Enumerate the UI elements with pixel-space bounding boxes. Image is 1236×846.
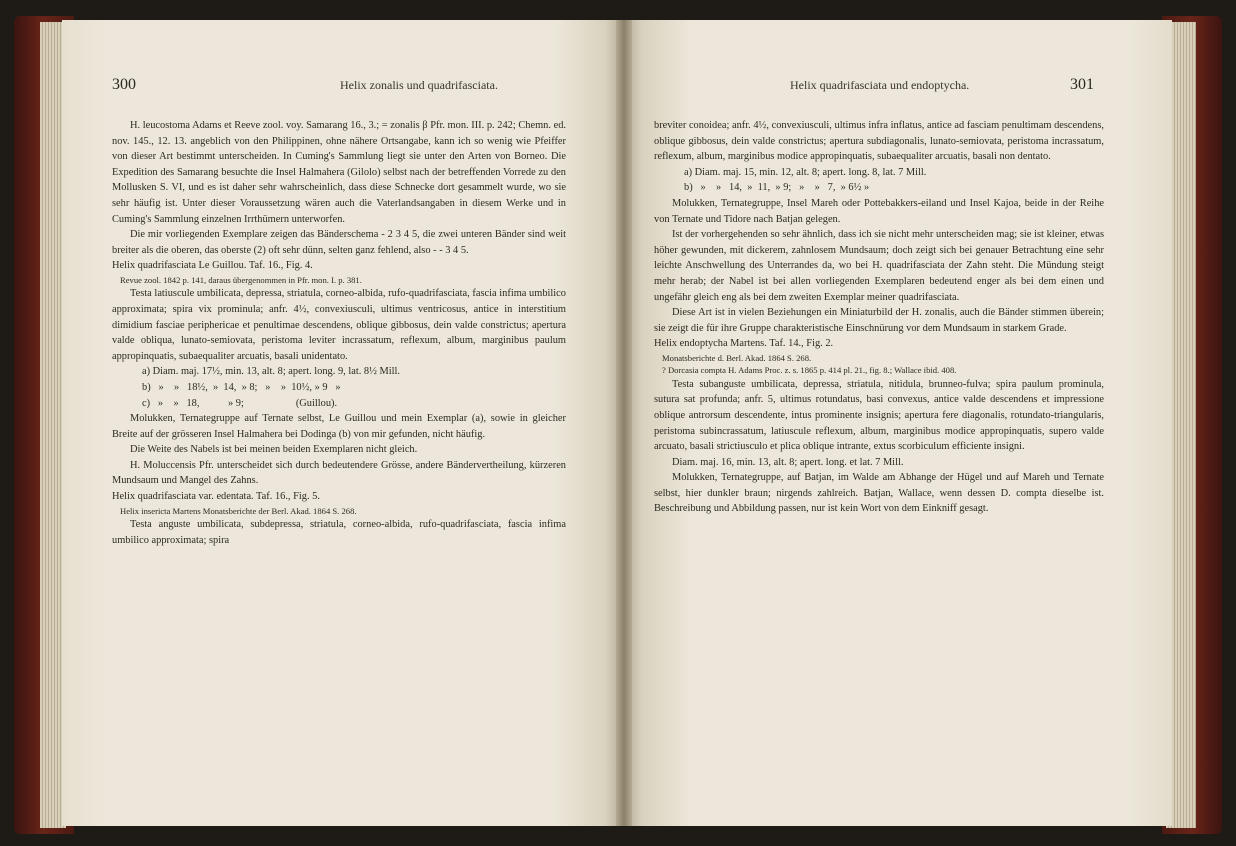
- measurement-line: a) Diam. maj. 15, min. 12, alt. 8; apert. long. 8, lat. 7 Mill.: [684, 166, 927, 178]
- paragraph: H. leucostoma Adams et Reeve zool. voy. Samarang 16., 3.; = zonalis β Pfr. mon. III. p. 242; Chemn. ed. nov. 145., 12. 13. angeblich von den Philippinen, ohne nähere Ortsangabe, kann ich so wenig wie Pfeiffer von dieser Art bestimmt unterscheiden. In Cuming's Sammlung liegt sie unter den Arten von Borneo. Die Expedition des Samarang besuchte die Insel Halmahera (Gilolo) selbst nach der betreffenden Vorrede zu den Mollusken S. VI, und es ist daher sehr wahrscheinlich, dass diese Schnecke dort gesammelt wurde, wo sie sehr häufig ist. Unter dieser Voraussetzung wären auch die Vaterlandsangaben in diesem Werke und in Cuming's Sammlung einzelnen Irrthümern unterworfen.: [112, 120, 566, 225]
- right-page-number: 301: [1070, 76, 1094, 93]
- measurement-line: b) » » 18½, » 14, » 8; » » 10½, » 9 »: [142, 381, 341, 393]
- book-gutter: [616, 20, 632, 826]
- paragraph: Die Weite des Nabels ist bei meinen beiden Exemplaren nicht gleich.: [130, 444, 418, 456]
- left-page-number: 300: [112, 76, 136, 93]
- right-running-header: Helix quadrifasciata und endoptycha.: [790, 78, 970, 92]
- paragraph: Testa anguste umbilicata, subdepressa, striatula, corneo-albida, rufo-quadrifasciata, fascia infima umbilico approximata; spira: [112, 519, 566, 546]
- measurement-line: c) » » 18, » 9; (Guillou).: [142, 397, 338, 409]
- left-page-body: [112, 118, 566, 548]
- paragraph: Helix quadrifasciata var. edentata. Taf. 16., Fig. 5.: [112, 491, 320, 503]
- paragraph: Helix endoptycha Martens. Taf. 14., Fig. 2.: [654, 338, 834, 350]
- paragraph: Molukken, Ternategruppe, auf Batjan, im Walde am Abhange der Hügel und auf Mareh und Ternate selbst, hier dunkler braun; nirgends zahlreich. Batjan, Wallace, wenn dessen D. compta dieselbe ist. Beschreibung und Abbildung passen, nur ist kein Wort von dem Einkniff gesagt.: [654, 472, 1104, 515]
- paragraph: Testa latiuscule umbilicata, depressa, striatula, corneo-albida, rufo-quadrifasciata, fascia infima umbilico approximata; spira vix prominula; anfr. 4½, convexiusculi, ultimus ventricosus, antice in interstitium dimidium fasciae periphericae et penultimae descendens, oblique gibbosus, dein valde constrictus; apertura valde obliqua, lunato-semiovata, peristoma leviter incrassatum, reflexum, album, marginibus paulum appropinquatis, subaequaliter arcuatis, basali unidentato.: [112, 288, 566, 362]
- reference-line: Monatsberichte d. Berl. Akad. 1864 S. 268.: [662, 352, 812, 363]
- paragraph: Ist der vorhergehenden so sehr ähnlich, dass ich sie nicht mehr unterscheiden mag; sie ist kleiner, etwas höher gewunden, mit dickerem, zahnlosem Mundsaum; doch zeigt sich bei genauer Betrachtung eine sehr leichte Anschwellung des Unterrandes da, wo bei H. quadrifasciata der Zahn steht. Die Mündung steigt mehr herab; der Nabel ist bei allen vorliegenden Exemplaren bedeutend enger als bei dem einen und ungefähr gleich eng als bei dem zweiten Exemplar meiner quadrifasciata.: [654, 229, 1104, 303]
- paragraph: breviter conoidea; anfr. 4½, convexiusculi, ultimus infra inflatus, antice ad fasciam penultimam descendens, oblique gibbosus, dein valde constrictus; apertura subdiagonalis, lunato-semiovata, peristoma incrassatum, reflexum, album, marginibus modice appropinquatis, subaequaliter arcuatis, basali non dentato.: [654, 120, 1104, 163]
- paragraph: Helix quadrifasciata Le Guillou. Taf. 16., Fig. 4.: [112, 260, 313, 272]
- reference-line: ? Dorcasia compta H. Adams Proc. z. s. 1865 p. 414 pl. 21., fig. 8.; Wallace ibid. 408.: [662, 365, 957, 376]
- right-page-body: [654, 118, 1104, 517]
- reference-line: Helix insericta Martens Monatsberichte der Berl. Akad. 1864 S. 268.: [120, 505, 357, 516]
- paragraph: Molukken, Ternategruppe, Insel Mareh oder Pottebakkers-eiland und Insel Kajoa, beide in der Reihe von Ternate und Tidore nach Batjan gelegen.: [654, 197, 1104, 225]
- paragraph: Die mir vorliegenden Exemplare zeigen das Bänderschema - 2 3 4 5, die zwei unteren Bänder sind weit breiter als die oberen, das oberste (2) oft sehr dünn, selten ganz fehlend, also - - 3 4 5.: [112, 229, 566, 256]
- paragraph: Diam. maj. 16, min. 13, alt. 8; apert. long. et lat. 7 Mill.: [672, 456, 904, 468]
- paragraph: Diese Art ist in vielen Beziehungen ein Miniaturbild der H. zonalis, auch die Bänder stimmen überein; sie zeigt die für ihre Gruppe charakteristische Einschnürung vor dem Mundsaum in starkem Grade.: [654, 307, 1104, 334]
- measurement-line: b) » » 14, » 11, » 9; » » 7, » 6½ »: [684, 182, 870, 194]
- measurement-line: a) Diam. maj. 17½, min. 13, alt. 8; apert. long. 9, lat. 8½ Mill.: [142, 366, 400, 378]
- paragraph: Testa subanguste umbilicata, depressa, striatula, nitidula, brunneo-fulva; spira paulum prominula, sutura sat profunda; anfr. 5, ultimus rotundatus, basi convexus, antice valde descendens et impressione oblique antrorsum descendente, intus prominente insignis; apertura fere diagonalis, rotundato-triangularis, peristoma subincrassatum, latiuscule reflexum, album, marginibus modice appropinquatis, supero valde arcuato, basali strictiusculo et plica oblique intrante, extus scorbiculum efficiente insigni.: [654, 378, 1104, 453]
- reference-line: Revue zool. 1842 p. 141, daraus übergenommen in Pfr. mon. I. p. 381.: [120, 274, 362, 285]
- paragraph: H. Moluccensis Pfr. unterscheidet sich durch bedeutendere Grösse, andere Bändervertheilung, kürzeren Mundsaum und Mangel des Zahns.: [112, 459, 566, 487]
- paragraph: Molukken, Ternategruppe auf Ternate selbst, Le Guillou und mein Exemplar (a), sowie in gleicher Breite auf der grösseren Insel Halmahera bei Dodinga (b) von mir gefunden, nicht häufig.: [112, 413, 566, 440]
- left-running-header: Helix zonalis und quadrifasciata.: [340, 78, 498, 92]
